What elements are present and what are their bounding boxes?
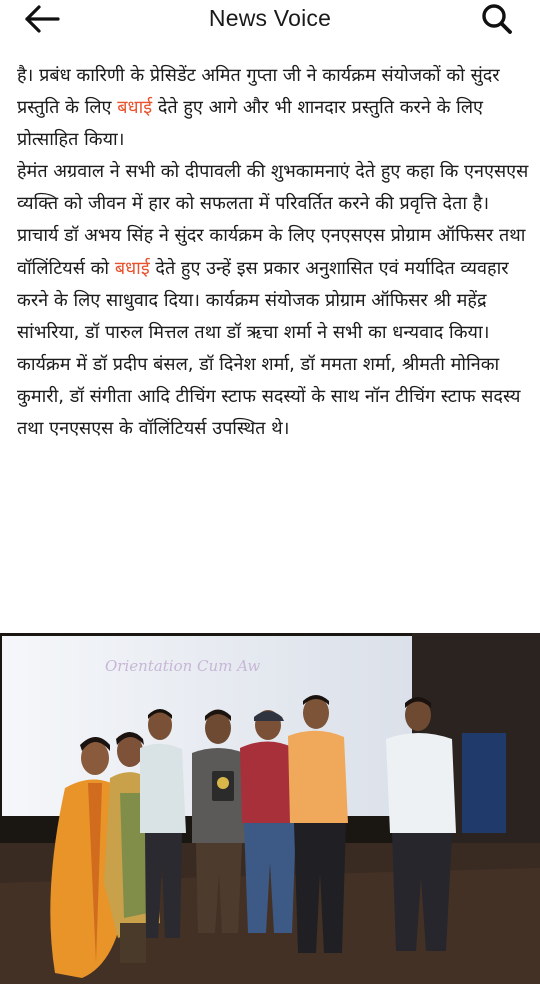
article-text: हेमंत अग्रवाल ने सभी को दीपावली की शुभकामनाएं देते हुए कहा कि एनएसएस व्यक्ति को जीवन में हार को सफलता में परिवर्तित करने की प्रवृत्ति देता है। प्राचार्य डॉ अभय सिंह ने सुंदर कार्यक्रम के लिए एनएसएस प्रोग्राम ऑफिसर तथा वॉलिंटियर्स को — [17, 161, 529, 279]
article-paragraph: कार्यक्रम में डॉ प्रदीप बंसल, डॉ दिनेश शर्मा, डॉ ममता शर्मा, श्रीमती मोनिका कुमारी, डॉ संगीता आदि टीचिंग स्टाफ सदस्यों के साथ नॉन टीचिंग स्टाफ सदस्य तथा एनएसएस के वॉलिंटियर्स उपस्थित थे। — [17, 353, 521, 440]
article-paragraph — [17, 156, 532, 349]
app-header — [0, 0, 540, 40]
article-paragraph — [17, 60, 532, 156]
article-text: है। प्रबंध कारिणी के प्रेसिडेंट अमित गुप्ता जी ने कार्यक्रम संयोजकों को सुंदर प्रस्तुति के लिए — [17, 65, 500, 119]
highlight-link[interactable]: बधाई — [114, 257, 150, 279]
article-photo — [0, 633, 540, 984]
article-text: देते हुए उन्हें इस प्रकार अनुशासित एवं मर्यादित व्यवहार करने के लिए साधुवाद दिया। कार्यक्रम संयोजक प्रोग्राम ऑफिसर श्री महेंद्र सांभरिया, डॉ पारुल मित्तल तथा डॉ ऋचा शर्मा ने सभी का धन्यवाद किया। — [17, 257, 509, 343]
app-title: News Voice — [208, 5, 332, 31]
article-text: देते हुए आगे और भी शानदार प्रस्तुति करने के लिए प्रोत्साहित किया। — [17, 97, 483, 151]
search-button[interactable] — [480, 3, 516, 35]
highlight-link[interactable]: बधाई — [117, 97, 153, 119]
article-body — [17, 60, 532, 445]
screen-text: Orientation Cum Aw — [105, 657, 261, 675]
search-icon — [480, 3, 516, 35]
event-photo-illustration — [0, 633, 540, 984]
